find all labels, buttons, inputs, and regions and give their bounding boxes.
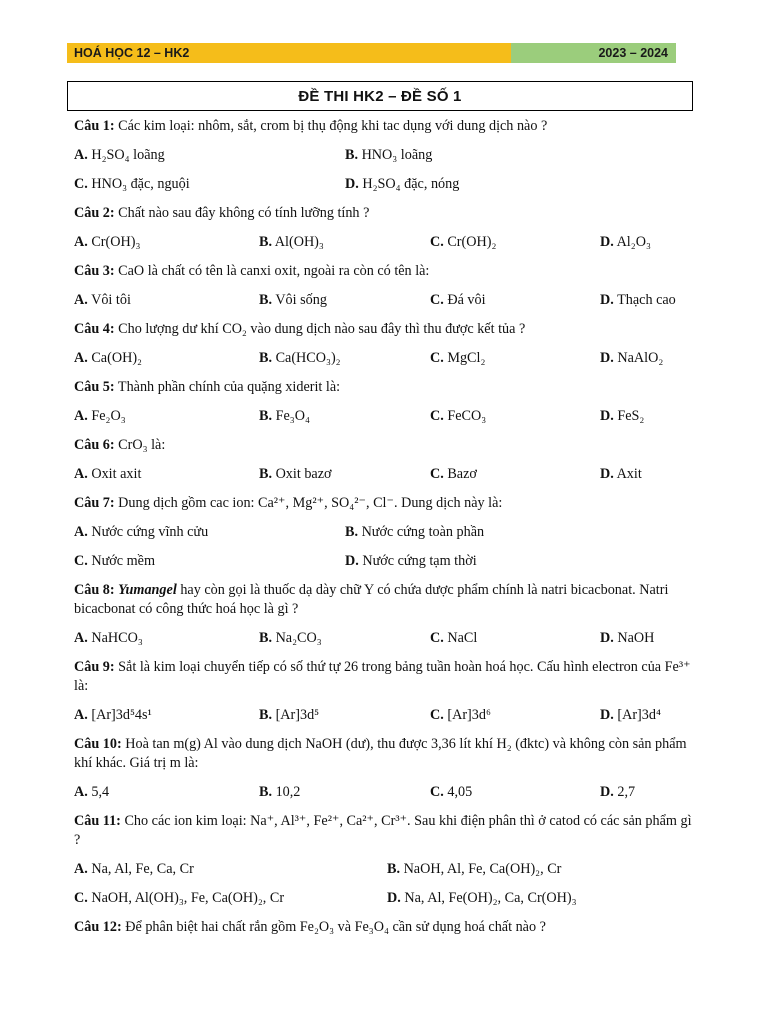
question-label: Câu 8: (74, 582, 115, 598)
option-a: A. NaHCO₃ (74, 630, 143, 646)
option-a: A. Cr(OH)₃ (74, 234, 141, 250)
option-a: A. Ca(OH)₂ (74, 350, 142, 366)
product-name: Yumangel (118, 582, 177, 598)
question-text: Các kim loại: nhôm, sắt, crom bị thụ động khi tac dụng với dung dịch nào ? (118, 118, 548, 134)
option-b: B. Na₂CO₃ (259, 630, 322, 646)
question-list (74, 117, 694, 947)
option-c: C. MgCl₂ (430, 350, 486, 366)
question-5 (74, 378, 694, 397)
question-label: Câu 10: (74, 736, 122, 752)
question-text: Dung dịch gồm cac ion: Ca²⁺, Mg²⁺, SO₄²⁻, Cl⁻. Dung dịch này là: (118, 495, 503, 511)
question-text: Thành phần chính của quặng xiderit là: (117, 379, 341, 395)
question-6 (74, 436, 694, 455)
question-8 (74, 581, 694, 619)
question-label: Câu 2: (74, 205, 115, 221)
option-d: D. [Ar]3d⁴ (600, 707, 661, 723)
question-text: Để phân biệt hai chất rắn gồm Fe₂O₃ và Fe₃O₄ cần sử dụng hoá chất nào ? (125, 919, 546, 935)
options-row (74, 629, 694, 648)
question-label: Câu 6: (74, 437, 115, 453)
options-row (74, 407, 694, 426)
option-c: C. Bazơ (430, 466, 477, 482)
option-c: C. 4,05 (430, 784, 473, 800)
option-b: B. Al(OH)₃ (259, 234, 324, 250)
question-11 (74, 812, 694, 850)
option-b: B. Vôi sống (259, 292, 327, 308)
question-label: Câu 5: (74, 379, 115, 395)
option-c: C. NaOH, Al(OH)₃, Fe, Ca(OH)₂, Cr (74, 890, 285, 906)
option-d: D. 2,7 (600, 784, 636, 800)
options-row (74, 860, 694, 879)
option-c: C. Nước mềm (74, 553, 155, 569)
question-7 (74, 494, 694, 513)
option-b: B. 10,2 (259, 784, 301, 800)
option-b: B. Oxit bazơ (259, 466, 332, 482)
header-subject: HOÁ HỌC 12 – HK2 (67, 43, 511, 63)
question-2 (74, 204, 694, 223)
option-c: C. FeCO₃ (430, 408, 487, 424)
option-a: A. Fe₂O₃ (74, 408, 126, 424)
option-d: D. Nước cứng tạm thời (345, 553, 477, 569)
option-c: C. Đá vôi (430, 292, 486, 308)
question-12 (74, 918, 694, 937)
question-label: Câu 7: (74, 495, 115, 511)
option-b: B. [Ar]3d⁵ (259, 707, 320, 723)
option-a: A. Na, Al, Fe, Ca, Cr (74, 861, 194, 877)
question-text: Sắt là kim loại chuyển tiếp có số thứ tự 26 trong bảng tuần hoàn hoá học. Cấu hình electron của Fe³⁺ là: (74, 659, 691, 694)
exam-title: ĐỀ THI HK2 – ĐỀ SỐ 1 (67, 81, 693, 111)
option-a: A. 5,4 (74, 784, 110, 800)
option-c: C. NaCl (430, 630, 478, 646)
option-d: D. Axit (600, 466, 642, 482)
option-b: B. Nước cứng toàn phần (345, 524, 485, 540)
option-c: C. Cr(OH)₂ (430, 234, 497, 250)
options-row (74, 233, 694, 252)
header-year: 2023 – 2024 (511, 43, 676, 63)
options-row (74, 523, 694, 542)
options-row (74, 465, 694, 484)
options-row (74, 175, 694, 194)
option-d: D. Na, Al, Fe(OH)₂, Ca, Cr(OH)₃ (387, 890, 577, 906)
option-b: B. Ca(HCO₃)₂ (259, 350, 341, 366)
question-text: hay còn gọi là thuốc dạ dày chữ Y có chứa dược phẩm chính là natri bicacbonat. Natri bicacbonat có công thức hoá học là gì ? (74, 582, 669, 617)
option-b: B. Fe₃O₄ (259, 408, 310, 424)
question-text: CaO là chất có tên là canxi oxit, ngoài ra còn có tên là: (118, 263, 430, 279)
question-text: Hoà tan m(g) Al vào dung dịch NaOH (dư), thu được 3,36 lít khí H₂ (đktc) và không còn sản phẩm khí khác. Giá trị m là: (74, 736, 687, 771)
option-a: A. H₂SO₄ loãng (74, 147, 165, 163)
option-a: A. Oxit axit (74, 466, 142, 482)
question-10 (74, 735, 694, 773)
option-b: B. HNO₃ loãng (345, 147, 433, 163)
options-row (74, 552, 694, 571)
option-a: A. Vôi tôi (74, 292, 131, 308)
option-c: C. HNO₃ đặc, nguội (74, 176, 190, 192)
question-label: Câu 12: (74, 919, 122, 935)
question-3 (74, 262, 694, 281)
option-b: B. NaOH, Al, Fe, Ca(OH)₂, Cr (387, 861, 562, 877)
question-label: Câu 4: (74, 321, 115, 337)
option-a: A. [Ar]3d⁵4s¹ (74, 707, 152, 723)
question-text: CrO₃ là: (118, 437, 166, 453)
option-c: C. [Ar]3d⁶ (430, 707, 491, 723)
question-label: Câu 3: (74, 263, 115, 279)
option-d: D. NaOH (600, 630, 655, 646)
options-row (74, 349, 694, 368)
question-4 (74, 320, 694, 339)
header-bar (67, 43, 676, 63)
question-text: Chất nào sau đây không có tính lưỡng tính ? (118, 205, 370, 221)
options-row (74, 706, 694, 725)
option-d: D. NaAlO₂ (600, 350, 664, 366)
options-row (74, 291, 694, 310)
option-d: D. Al₂O₃ (600, 234, 651, 250)
options-row (74, 146, 694, 165)
option-d: D. FeS₂ (600, 408, 645, 424)
question-label: Câu 9: (74, 659, 115, 675)
question-text: Cho các ion kim loại: Na⁺, Al³⁺, Fe²⁺, Ca²⁺, Cr³⁺. Sau khi điện phân thì ở catod có các sản phẩm gì ? (74, 813, 692, 848)
option-a: A. Nước cứng vĩnh cửu (74, 524, 209, 540)
question-1 (74, 117, 694, 136)
options-row (74, 889, 694, 908)
question-label: Câu 11: (74, 813, 121, 829)
option-d: D. H₂SO₄ đặc, nóng (345, 176, 460, 192)
question-text: Cho lượng dư khí CO₂ vào dung dịch nào sau đây thì thu được kết tủa ? (118, 321, 526, 337)
question-9 (74, 658, 694, 696)
question-label: Câu 1: (74, 118, 115, 134)
options-row (74, 783, 694, 802)
option-d: D. Thạch cao (600, 292, 676, 308)
